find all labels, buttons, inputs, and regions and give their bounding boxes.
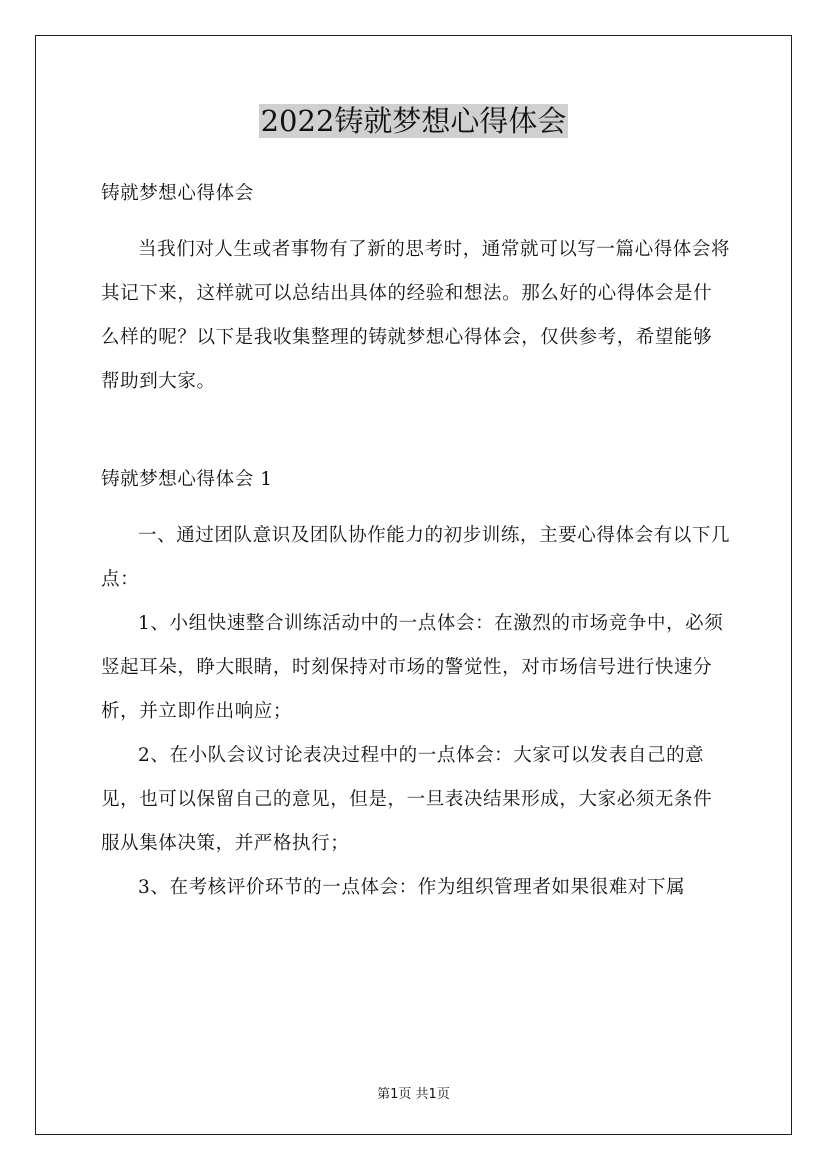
page-number: 第1页 共1页 bbox=[377, 1087, 450, 1102]
spacer bbox=[101, 212, 731, 228]
section1-heading: 铸就梦想心得体会 1 bbox=[101, 469, 273, 490]
intro-paragraph: 当我们对人生或者事物有了新的思考时，通常就可以写一篇心得体会将其记下来，这样就可以总结出具体的经验和想法。那么好的心得体会是什么样的呢？以下是我收集整理的铸就梦想心得体会，仅供参考，希望能够帮助到大家。 bbox=[101, 239, 731, 392]
section1-paragraph: 2、在小队会议讨论表决过程中的一点体会：大家可以发表自己的意见，也可以保留自己的意见，但是，一旦表决结果形成，大家必须无条件服从集体决策，并严格执行； bbox=[101, 745, 713, 854]
spacer bbox=[101, 404, 731, 462]
document-title-text: 2022铸就梦想心得体会 bbox=[260, 104, 567, 138]
section1-paragraph: 一、通过团队意识及团队协作能力的初步训练，主要心得体会有以下几点： bbox=[101, 525, 731, 590]
page-footer bbox=[0, 1083, 827, 1102]
section1-paragraph: 1、小组快速整合训练活动中的一点体会：在激烈的市场竞争中，必须竖起耳朵，睁大眼睛，时刻保持对市场的警觉性，对市场信号进行快速分析，并立即作出响应； bbox=[101, 613, 724, 722]
document-body bbox=[101, 176, 731, 910]
spacer bbox=[101, 498, 731, 514]
intro-heading: 铸就梦想心得体会 bbox=[101, 183, 254, 204]
section1-paragraph: 3、在考核评价环节的一点体会：作为组织管理者如果很难对下属 bbox=[138, 877, 686, 898]
document-title bbox=[0, 100, 827, 142]
